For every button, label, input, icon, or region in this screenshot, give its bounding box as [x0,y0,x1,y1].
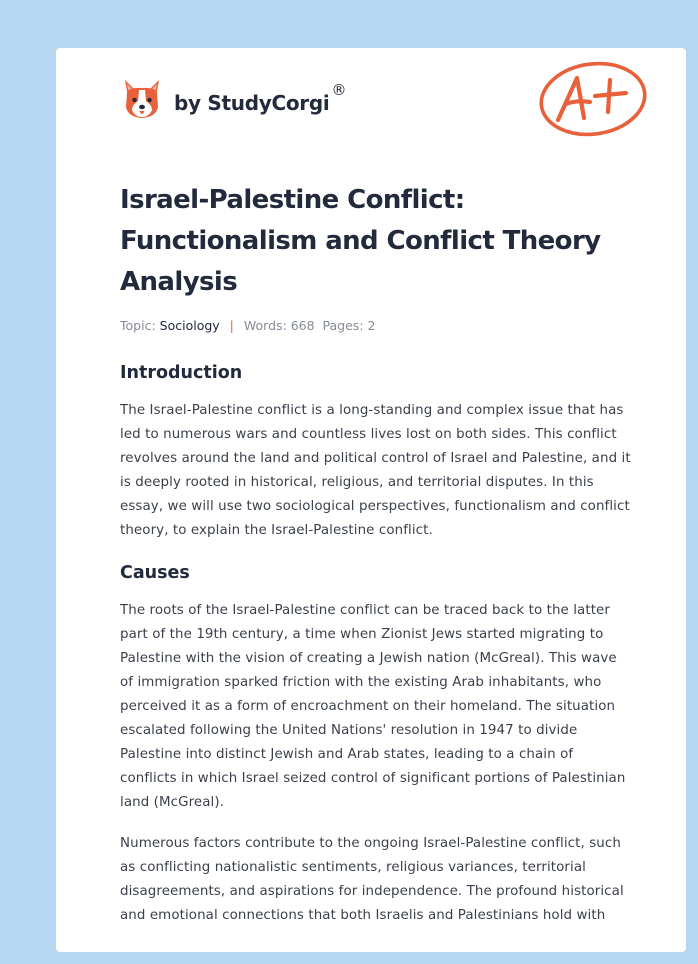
section-heading-causes: Causes [120,563,190,583]
paragraph-causes-1: The roots of the Israel-Palestine conflict can be traced back to the latter part of the 19th century, a time when Zionist Jews started migrating to Palestine with the vision of creating a Jewish nation (McGreal). This wave of immigration sparked friction with the existing Arab inhabitants, who perceived it as a form of encroachment on their homeland. The situation escalated following the United Nations' resolution in 1947 to divide Palestine into distinct Jewish and Arab states, leading to a chain of conflicts in which Israel seized control of significant portions of Palestinian land (McGreal). [120,603,626,810]
document-page [56,48,686,952]
paragraph-causes-2: Numerous factors contribute to the ongoing Israel-Palestine conflict, such as conflicting nationalistic sentiments, religious variances, territorial disagreements, and aspirations for independence. The profound historical and emotional connections that both Israelis and Palestinians hold with [120,836,624,923]
pages-count: 2 [367,318,376,333]
studycorgi-logo[interactable] [122,76,346,122]
words-count: 668 [290,318,315,333]
paragraph-introduction: The Israel-Palestine conflict is a long-standing and complex issue that has led to numerous wars and countless lives lost on both sides. This conflict revolves around the land and political control of Israel and Palestine, and it is deeply rooted in historical, religious, and territorial disputes. In this essay, we will use two sociological perspectives, functionalism and conflict theory, to explain the Israel-Palestine conflict. [120,403,631,538]
brand-name: by StudyCorgi® [174,81,347,115]
a-plus-grade-icon [538,60,648,140]
topic-link[interactable]: Sociology [159,318,220,333]
registered-mark: ® [331,81,347,99]
article [120,180,632,928]
pages-label: Pages: [322,318,364,333]
words-label: Words: [243,318,287,333]
topic-label: Topic: [120,318,156,333]
article-meta [120,317,632,335]
article-title: Israel-Palestine Conflict: Functionalism and Conflict Theory Analysis [120,185,601,297]
corgi-icon [122,77,162,121]
section-heading-introduction: Introduction [120,363,243,383]
meta-separator: | [229,318,234,333]
